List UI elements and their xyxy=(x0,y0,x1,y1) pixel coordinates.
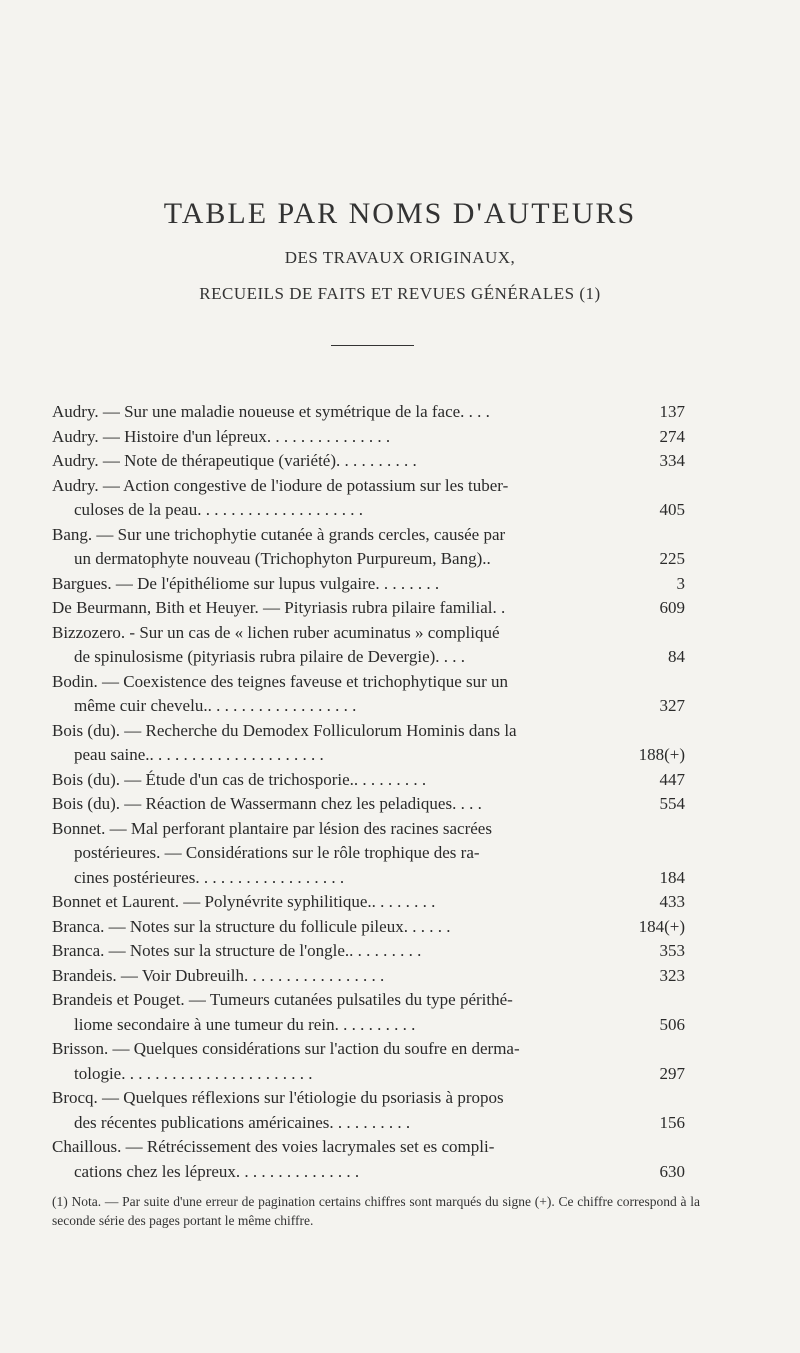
author-index-list xyxy=(52,400,685,1184)
index-entry xyxy=(52,915,685,940)
entry-line xyxy=(52,1037,682,1062)
entry-continuation-line xyxy=(52,1062,685,1087)
index-entry xyxy=(52,792,685,817)
entry-page-number: 137 xyxy=(659,402,685,421)
entry-line xyxy=(52,915,685,940)
entry-line xyxy=(52,572,685,597)
entry-text: Brandeis. — Voir Dubreuilh. . . . . . . . . . . . . . . . . xyxy=(52,965,385,985)
entry-text: un dermatophyte nouveau (Trichophyton Purpureum, Bang).. xyxy=(74,549,491,568)
entry-text: Branca. — Notes sur la structure du follicule pileux. . . . . . xyxy=(52,916,451,936)
entry-text: Bargues. — De l'épithéliome sur lupus vulgaire. . . . . . . . xyxy=(52,573,440,593)
entry-line xyxy=(52,621,682,646)
entry-text: même cuir chevelu.. . . . . . . . . . . . . . . . . . xyxy=(74,696,357,715)
entry-text: De Beurmann, Bith et Heuyer. — Pityriasis rubra pilaire familial. . xyxy=(52,598,506,617)
entry-page-number: 184(+) xyxy=(638,916,685,936)
page-title: TABLE PAR NOMS D'AUTEURS xyxy=(163,197,637,230)
entry-line xyxy=(52,400,685,425)
entry-continuation-line xyxy=(52,645,685,670)
entry-text: de spinulosisme (pityriasis rubra pilaire de Devergie). . . . xyxy=(74,647,466,666)
entry-line xyxy=(52,817,682,842)
entry-continuation-line xyxy=(52,498,685,523)
index-entry xyxy=(52,400,685,425)
entry-line xyxy=(52,939,685,964)
entry-line xyxy=(52,768,685,793)
entry-page-number: 433 xyxy=(659,892,685,911)
entry-page-number: 84 xyxy=(668,647,685,666)
entry-text: Bang. — Sur une trichophytie cutanée à grands cercles, causée par xyxy=(52,524,506,544)
index-entry xyxy=(52,719,685,768)
index-entry xyxy=(52,1037,685,1086)
footnote: (1) Nota. — Par suite d'une erreur de pagination certains chiffres sont marqués du signe (+). Ce chiffre correspond à la seconde série des pages portant le même chiffre. xyxy=(52,1194,700,1228)
entry-text: Audry. — Action congestive de l'iodure de potassium sur les tuber- xyxy=(52,475,509,495)
entry-text: Bonnet. — Mal perforant plantaire par lésion des racines sacrées xyxy=(52,818,492,838)
title-divider xyxy=(331,345,414,346)
entry-text: Brocq. — Quelques réflexions sur l'étiologie du psoriasis à propos xyxy=(52,1088,504,1107)
entry-text: tologie. . . . . . . . . . . . . . . . . . . . . . . xyxy=(74,1063,313,1083)
index-entry xyxy=(52,768,685,793)
entry-line xyxy=(52,988,682,1013)
entry-continuation-line xyxy=(52,841,682,866)
index-entry xyxy=(52,1135,685,1184)
entry-page-number: 353 xyxy=(659,941,685,960)
entry-text: Audry. — Histoire d'un lépreux. . . . . . . . . . . . . . . xyxy=(52,426,391,446)
index-entry xyxy=(52,474,685,523)
entry-line xyxy=(52,1086,682,1111)
index-entry xyxy=(52,670,685,719)
entry-page-number: 156 xyxy=(659,1112,685,1132)
index-entry xyxy=(52,425,685,450)
index-entry xyxy=(52,523,685,572)
index-entry xyxy=(52,449,685,474)
entry-page-number: 447 xyxy=(659,769,685,789)
subtitle-line-2: RECUEILS DE FAITS ET REVUES GÉNÉRALES (1) xyxy=(199,284,601,303)
entry-page-number: 405 xyxy=(659,500,685,519)
entry-continuation-line xyxy=(52,1160,685,1185)
entry-page-number: 188(+) xyxy=(638,745,685,764)
index-entry xyxy=(52,988,685,1037)
entry-text: Bonnet et Laurent. — Polynévrite syphilitique.. . . . . . . . xyxy=(52,892,436,911)
entry-page-number: 609 xyxy=(659,598,685,617)
index-entry xyxy=(52,817,685,891)
index-entry xyxy=(52,939,685,964)
entry-line xyxy=(52,425,685,450)
entry-text: peau saine.. . . . . . . . . . . . . . . . . . . . . xyxy=(74,745,324,764)
subtitle-line-1: DES TRAVAUX ORIGINAUX, xyxy=(284,248,516,267)
entry-line xyxy=(52,523,682,548)
entry-text: Chaillous. — Rétrécissement des voies lacrymales set es compli- xyxy=(52,1137,495,1156)
entry-text: culoses de la peau. . . . . . . . . . . . . . . . . . . . xyxy=(74,500,363,519)
entry-text: Bois (du). — Étude d'un cas de trichosporie.. . . . . . . . . xyxy=(52,769,427,789)
entry-line xyxy=(52,670,682,695)
entry-text: liome secondaire à une tumeur du rein. . . . . . . . . . xyxy=(74,1014,416,1034)
entry-page-number: 184 xyxy=(659,867,685,887)
entry-text: Bizzozero. - Sur un cas de « lichen ruber acuminatus » compliqué xyxy=(52,622,500,642)
entry-page-number: 297 xyxy=(659,1063,685,1083)
entry-page-number: 323 xyxy=(659,965,685,985)
entry-text: Bodin. — Coexistence des teignes faveuse et trichophytique sur un xyxy=(52,671,509,691)
entry-page-number: 554 xyxy=(659,794,685,813)
entry-text: Brandeis et Pouget. — Tumeurs cutanées pulsatiles du type périthé- xyxy=(52,990,513,1009)
entry-line xyxy=(52,1135,682,1160)
entry-line xyxy=(52,890,685,915)
entry-continuation-line xyxy=(52,1013,685,1038)
index-entry xyxy=(52,572,685,597)
entry-page-number: 274 xyxy=(659,426,685,446)
entry-text: Bois (du). — Recherche du Demodex Folliculorum Hominis dans la xyxy=(52,720,517,740)
entry-continuation-line xyxy=(52,547,685,572)
index-entry xyxy=(52,621,685,670)
entry-text: Brisson. — Quelques considérations sur l'action du soufre en derma- xyxy=(52,1039,520,1058)
entry-line xyxy=(52,449,685,474)
entry-text: Audry. — Sur une maladie noueuse et symétrique de la face. . . . xyxy=(52,402,490,421)
entry-text: Audry. — Note de thérapeutique (variété). . . . . . . . . . xyxy=(52,451,417,470)
entry-page-number: 630 xyxy=(659,1161,685,1181)
entry-text: Branca. — Notes sur la structure de l'ongle.. . . . . . . . . xyxy=(52,941,422,960)
entry-text: cations chez les lépreux. . . . . . . . . . . . . . . xyxy=(74,1161,360,1181)
entry-line xyxy=(52,596,685,621)
entry-line xyxy=(52,792,685,817)
entry-page-number: 3 xyxy=(676,573,685,593)
entry-line xyxy=(52,474,682,499)
index-entry xyxy=(52,596,685,621)
entry-text: postérieures. — Considérations sur le rôle trophique des ra- xyxy=(74,843,480,862)
index-entry xyxy=(52,890,685,915)
entry-continuation-line xyxy=(52,1111,685,1136)
entry-line xyxy=(52,719,682,744)
entry-continuation-line xyxy=(52,743,685,768)
index-entry xyxy=(52,964,685,989)
entry-continuation-line xyxy=(52,694,685,719)
entry-page-number: 334 xyxy=(659,451,685,470)
index-entry xyxy=(52,1086,685,1135)
entry-text: cines postérieures. . . . . . . . . . . . . . . . . . xyxy=(74,867,345,887)
entry-page-number: 327 xyxy=(659,696,685,715)
entry-line xyxy=(52,964,685,989)
entry-continuation-line xyxy=(52,866,685,891)
entry-text: Bois (du). — Réaction de Wassermann chez les peladiques. . . . xyxy=(52,794,482,813)
entry-page-number: 225 xyxy=(659,549,685,568)
entry-page-number: 506 xyxy=(659,1014,685,1034)
entry-text: des récentes publications américaines. . . . . . . . . . xyxy=(74,1112,411,1132)
